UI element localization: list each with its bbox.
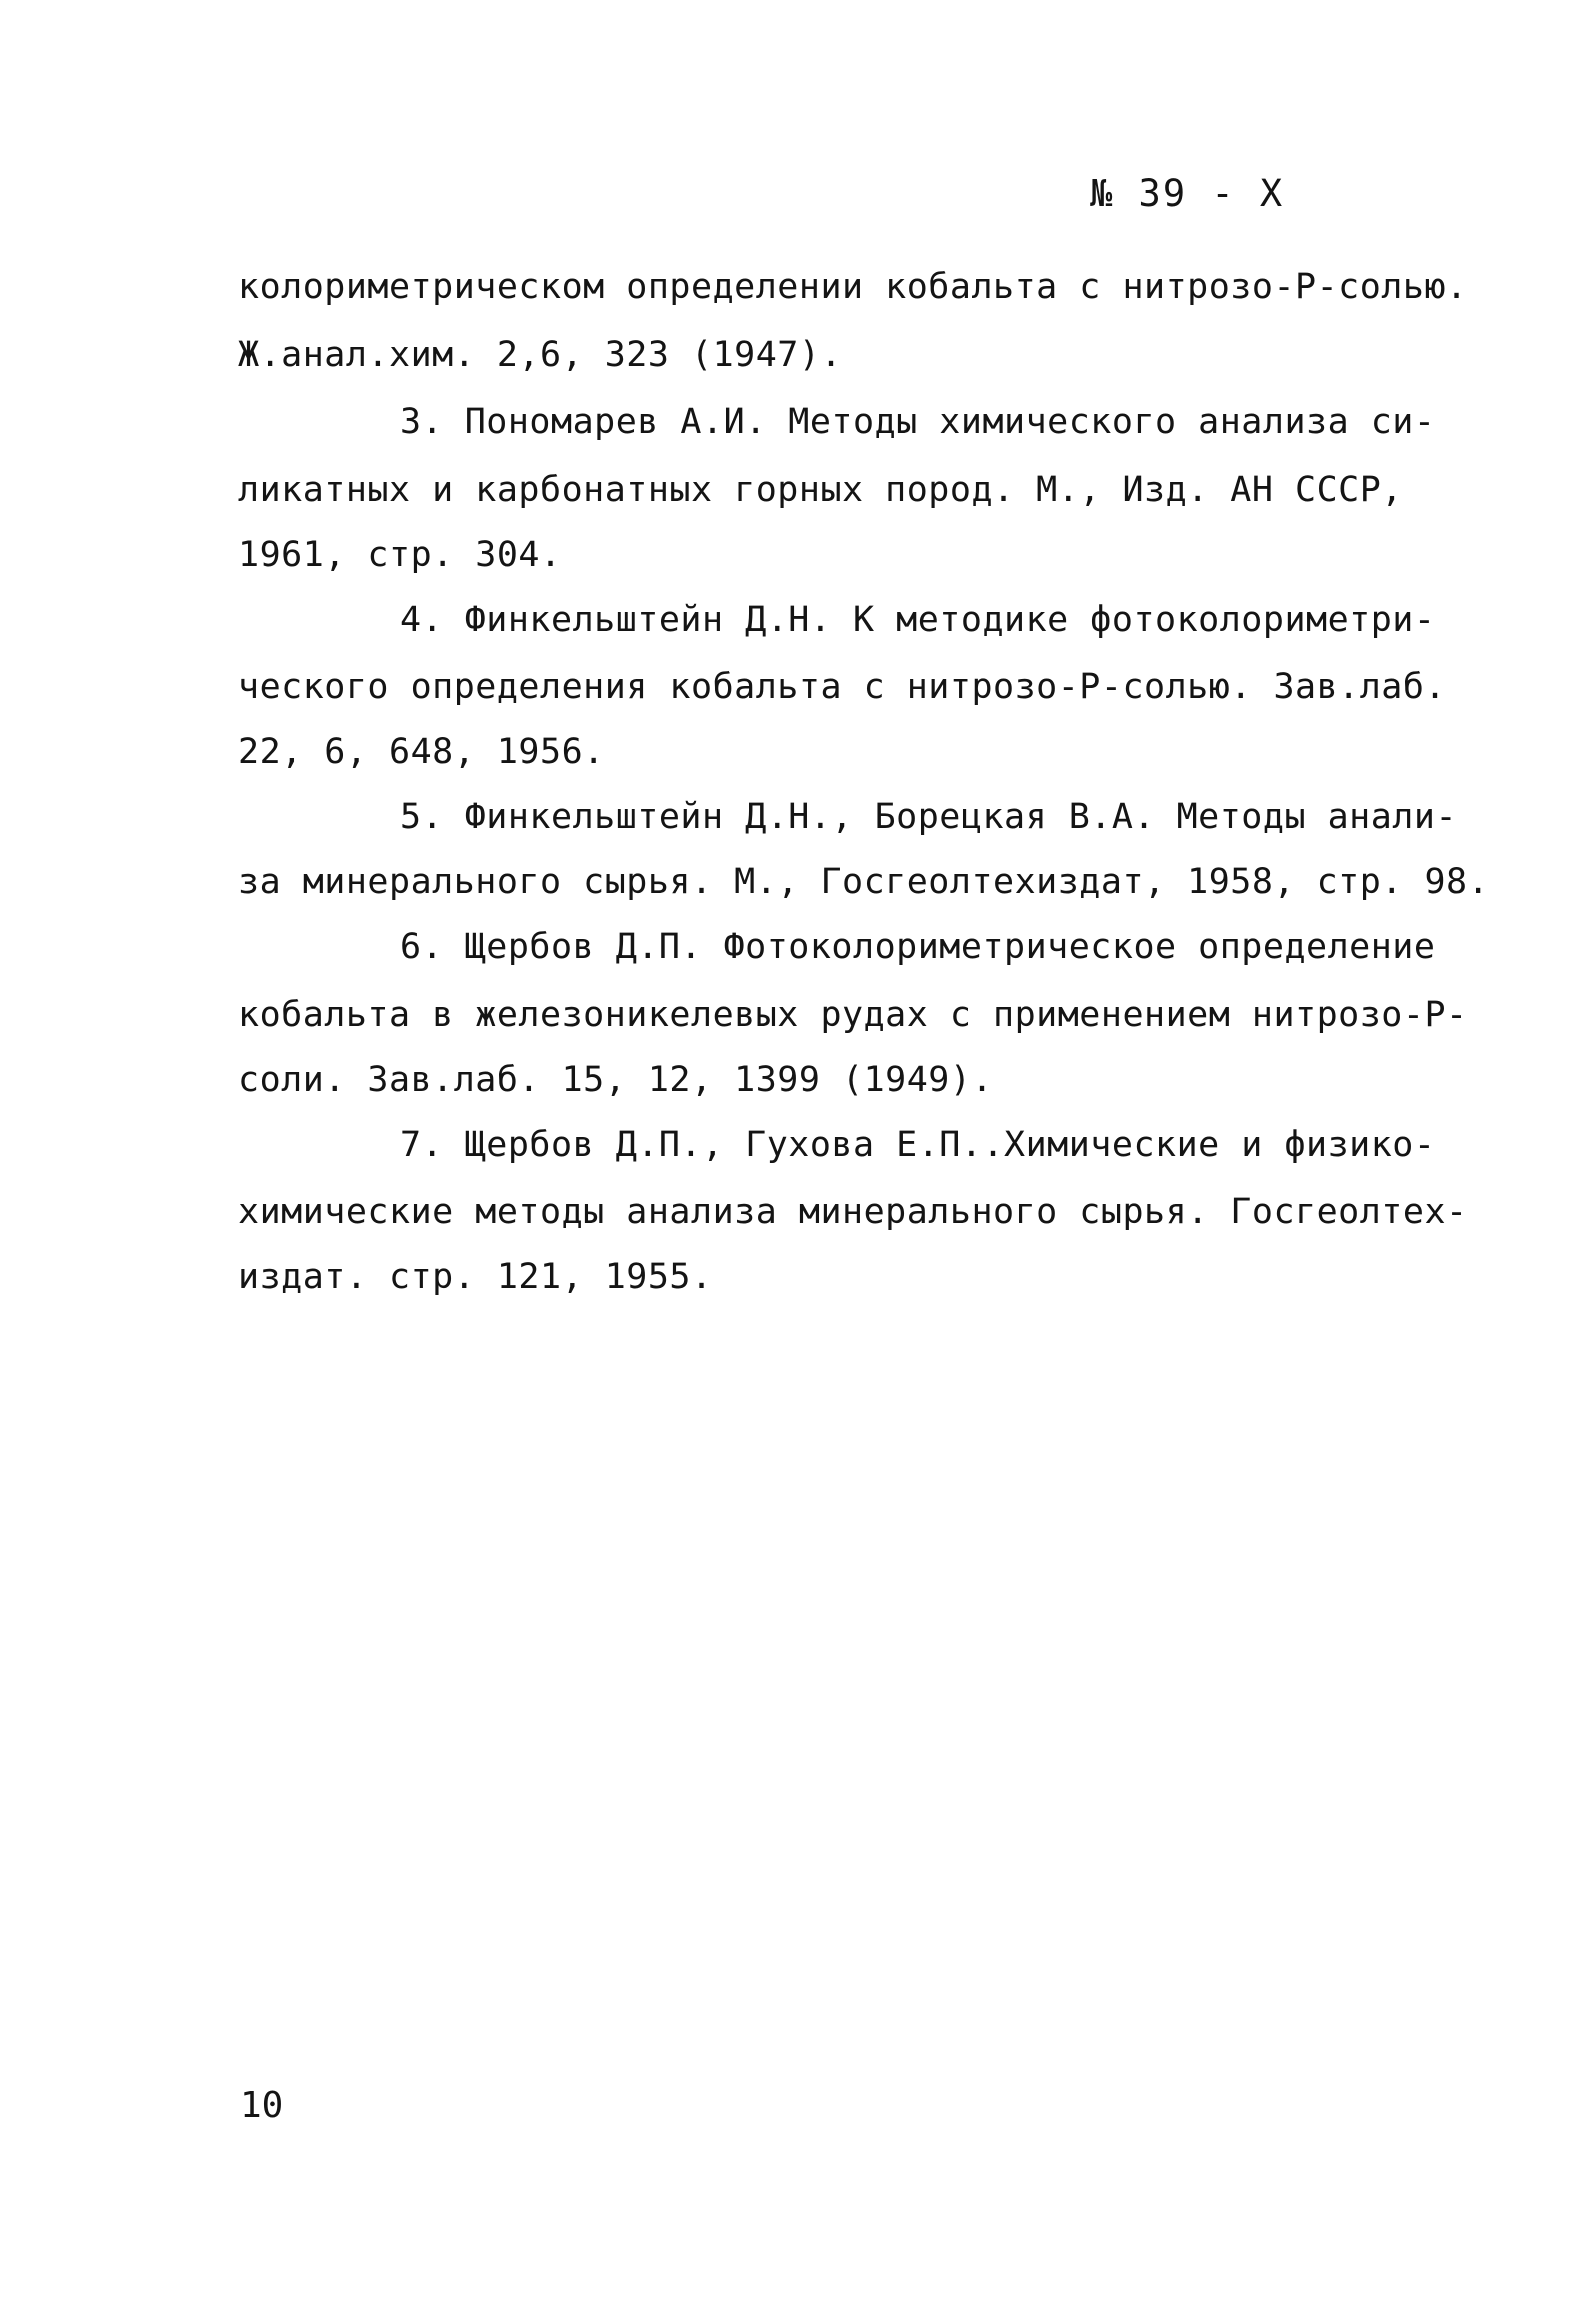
- reference-line: 4. Финкельштейн Д.Н. К методике фотоколориметри-: [400, 600, 1436, 640]
- reference-line: ческого определения кобальта с нитрозо-Р-солью. Зав.лаб.: [238, 667, 1447, 707]
- reference-line: 5. Финкельштейн Д.Н., Борецкая В.А. Методы анали-: [400, 797, 1458, 837]
- reference-line: 7. Щербов Д.П., Гухова Е.П..Химические и физико-: [400, 1125, 1436, 1165]
- reference-line: 3. Пономарев А.И. Методы химического анализа си-: [400, 402, 1436, 442]
- reference-line: издат. стр. 121, 1955.: [238, 1257, 713, 1297]
- page-number: 10: [240, 2085, 284, 2126]
- reference-line: 22, 6, 648, 1956.: [238, 732, 605, 772]
- reference-line: колориметрическом определении кобальта с нитрозо-Р-солью.: [238, 267, 1468, 307]
- reference-line: соли. Зав.лаб. 15, 12, 1399 (1949).: [238, 1060, 994, 1100]
- document-number: № 39 - X: [1090, 172, 1285, 215]
- reference-line: кобальта в железоникелевых рудах с применением нитрозо-Р-: [238, 995, 1468, 1035]
- reference-line: за минерального сырья. М., Госгеолтехиздат, 1958, стр. 98.: [238, 862, 1490, 902]
- reference-line: химические методы анализа минерального сырья. Госгеолтех-: [238, 1192, 1468, 1232]
- reference-line: ликатных и карбонатных горных пород. М., Изд. АН СССР,: [238, 470, 1403, 510]
- reference-line: 1961, стр. 304.: [238, 535, 562, 575]
- reference-line: Ж.анал.хим. 2,6, 323 (1947).: [238, 335, 843, 375]
- reference-line: 6. Щербов Д.П. Фотоколориметрическое определение: [400, 927, 1436, 967]
